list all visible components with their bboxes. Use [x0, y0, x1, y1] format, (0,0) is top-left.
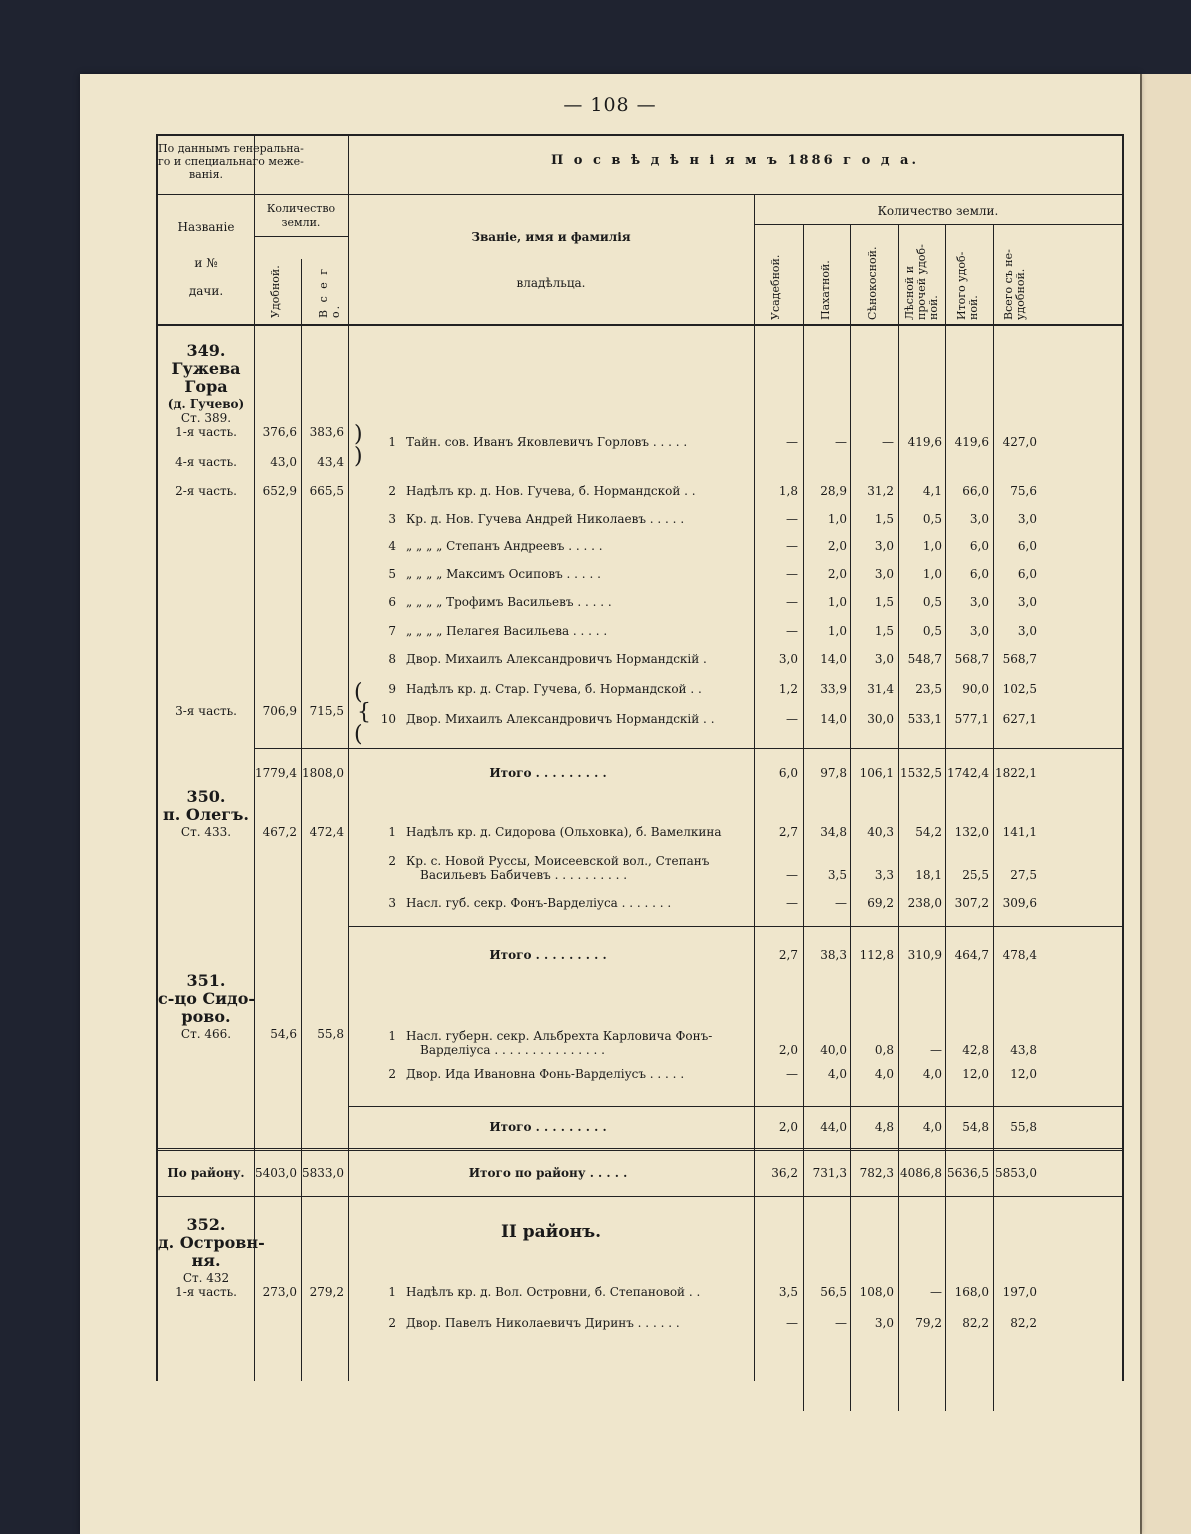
row-value-p: —	[835, 435, 847, 449]
row-value-s: 69,2	[867, 896, 894, 910]
row-value-i: 12,0	[962, 1067, 989, 1081]
row-value-v: 43,8	[1010, 1043, 1037, 1057]
row-number: 8	[388, 652, 396, 666]
row-value-i: 577,1	[954, 712, 989, 726]
row-value-l: 18,1	[915, 868, 942, 882]
row-value-v: 102,5	[1002, 682, 1037, 696]
row-value-l: —	[930, 1043, 942, 1057]
row-owner: Надѣлъ кр. д. Стар. Гучева, б. Нормандской . .	[406, 682, 702, 696]
left-udob-352: 273,0	[262, 1285, 297, 1299]
dacha-352-name2: ня.	[191, 1251, 221, 1270]
dacha-349-name2: Гора	[184, 377, 228, 396]
row-value-i: 464,7	[954, 948, 989, 962]
row-value-u: 2,7	[778, 948, 798, 962]
row-value-s: 4,8	[874, 1120, 894, 1134]
dacha-349-st: Ст. 389.	[180, 411, 232, 425]
header-col-pakhatnoy: Пахатной.	[819, 260, 832, 320]
row-value-u: 3,5	[778, 1285, 798, 1299]
row-number: 1	[388, 1029, 396, 1043]
left-vsego-p1: 383,6	[309, 425, 344, 439]
row-value-s: 782,3	[859, 1166, 894, 1180]
row-value-i: 5636,5	[947, 1166, 989, 1180]
row-value-i: 6,0	[969, 539, 989, 553]
left-udob-351: 54,6	[270, 1027, 297, 1041]
row-value-p: 2,0	[827, 539, 847, 553]
row-owner: Двор. Ида Ивановна Фонь-Варделіусъ . . . . .	[406, 1067, 685, 1081]
header-udobnoy: Удобной.	[269, 265, 282, 318]
row-value-l: 4,1	[922, 484, 942, 498]
part-4: 4-я часть.	[175, 455, 237, 469]
header-left-line2: го и специальнаго меже-	[158, 155, 304, 168]
dacha-351-name1: с-цо Сидо-	[158, 989, 256, 1008]
dacha-351-number: 351.	[186, 971, 226, 990]
dacha-350-number: 350.	[186, 787, 226, 806]
row-value-l: 419,6	[907, 435, 942, 449]
row-value-s: 1,5	[874, 512, 894, 526]
header-left-line1: По даннымъ генеральна-	[158, 142, 304, 155]
row-value-l: 310,9	[907, 948, 942, 962]
row-value-l: 1,0	[922, 567, 942, 581]
row-value-v: 75,6	[1010, 484, 1037, 498]
row-value-v: 82,2	[1010, 1316, 1037, 1330]
row-value-s: 3,0	[874, 539, 894, 553]
row-value-u: 6,0	[778, 766, 798, 780]
land-table: По даннымъ генеральна- го и специальнаго меже- ванія. П о с в ѣ д ѣ н і я м ъ 1886 г о д а. Названіе и № дачи. Количество земли. Удобной. В с е г о. Званіе, имя и фамилія владѣльца. Количество земли. Усадебной. Пахатной. Сѣнокосной. Лѣсной и прочей удоб-ной. Итого удоб-ной. Всего съ не-удобной. 349. Гужева Гора (д. Гучево) Ст. 389. 1-я часть. 4-я часть. 2-я часть. 3-я часть. 376,6 383,6 43,0 43,4 652,9 665,5 706,9 715,5 1779,4 1808,0 ) ) ( { ( 350. п. Олегъ. Ст. 433. 467,2 472,4 351. с-цо Сидо- рово. Ст. 466. 54,6 55,8 По району. 5403,0 5833,0 352. д. Островн- ня. Ст. 432 1-я часть. 273,0 279,2 II районъ. 1 Тайн. сов. Иванъ Яковлевичъ Горловъ . . . . . — — — 419,6 419,6 427,0 2 Надѣлъ кр. д. Нов. Гучева, б. Нормандской . . 1,8 28,9 31,2 4,1 66,0 75,6 3 Кр. д. Нов. Гучева Андрей Николаевъ . . . . . — 1,0 1,5 0,5 3,0 3,0 4 „ „ „ „ Степанъ Андреевъ . . . . . — 2,0 3,0 1,0 6,0 6,0 5 „ „ „ „ Максимъ Осиповъ . . . . . — 2,0 3,0 1,0 6,0 6,0 6 „ „ „ „ Трофимъ Васильевъ . . . . . — 1,0 1,5 0,5 3,0 3,0 7 „ „ „ „ Пелагея Васильева . . . . . — 1,0 1,5 0,5 3,0 3,0 8 Двор. Михаилъ Александровичъ Нормандскій . 3,0 14,0 3,0 548,7 568,7 568,7 9 Надѣлъ кр. д. Стар. Гучева, б. Нормандской . . 1,2 33,9 31,4 23,5 90,0 102,5 10 Двор. Михаилъ Александровичъ Нормандскій . . — 14,0 30,0 533,1 577,1 627,1 Итого . . . . . . . . . 6,0 97,8 106,1 1532,5 1742,4 1822,1 1 Надѣлъ кр. д. Сидорова (Ольховка), б. Вамелкина 2,7 34,8 40,3 54,2 132,0 141,1 2 Кр. с. Новой Руссы, Моисеевской вол., Степанъ Васильевъ Бабичевъ . . . . . . . . . . — 3,5 3,3 18,1 25,5 27,5 3 Насл. губ. секр. Фонъ-Варделіуса . . . . . . . — — 69,2 238,0 307,2 309,6 Итого . . . . . . . . . 2,7 38,3 112,8 310,9 464,7 478,4 1 Насл. губерн. секр. Альбрехта Карловича Фонъ- Варделіуса . . . . . . . . . . . . . . . 2,0 40,0 0,8 — 42,8 43,8 2 Двор. Ида Ивановна Фонь-Варделіусъ . . . . . — 4,0 4,0 4,0 12,0 12,0 Итого . . . . . . . . . 2,0 44,0 4,8 4,0 54,8 55,8 Итого по району . . . . . 36,2 731,3 782,3 4086,8 5636,5 5853,0 1 Надѣлъ кр. д. Вол. Островни, б. Степановой . . 3,5 56,5 108,0 — 168,0 197,0 2 Двор. Павелъ Николаевичъ Диринъ . . . . . . — — 3,0 79,2 82,2 82,2	[156, 134, 1124, 1381]
row-number: 2	[388, 854, 396, 868]
row-value-l: 533,1	[907, 712, 942, 726]
row-owner-continued: Васильевъ Бабичевъ . . . . . . . . . .	[420, 868, 628, 882]
page-number: — 108 —	[563, 94, 657, 116]
row-value-u: —	[786, 539, 798, 553]
row-value-s: —	[882, 435, 894, 449]
row-number: 2	[388, 1067, 396, 1081]
row-value-p: —	[835, 896, 847, 910]
dacha-349-number: 349.	[186, 341, 226, 360]
row-value-u: 1,8	[778, 484, 798, 498]
row-value-u: —	[786, 567, 798, 581]
row-owner: Двор. Михаилъ Александровичъ Нормандскій . .	[406, 712, 715, 726]
row-value-v: 27,5	[1010, 868, 1037, 882]
dacha-349-name1: Гужева	[171, 359, 241, 378]
row-value-v: 309,6	[1002, 896, 1037, 910]
row-value-i: 3,0	[969, 512, 989, 526]
row-value-s: 30,0	[867, 712, 894, 726]
part-2: 2-я часть.	[175, 484, 237, 498]
row-value-p: 1,0	[827, 595, 847, 609]
row-value-v: 3,0	[1017, 512, 1037, 526]
part-3: 3-я часть.	[175, 704, 237, 718]
row-owner: Надѣлъ кр. д. Вол. Островни, б. Степановой . .	[406, 1285, 701, 1299]
dacha-352-number: 352.	[186, 1215, 226, 1234]
dacha-350-name: п. Олегъ.	[163, 805, 249, 824]
row-value-s: 4,0	[874, 1067, 894, 1081]
row-owner: Кр. д. Нов. Гучева Андрей Николаевъ . . . . .	[406, 512, 685, 526]
row-owner: Надѣлъ кр. д. Сидорова (Ольховка), б. Вамелкина	[406, 825, 722, 839]
row-value-i: 25,5	[962, 868, 989, 882]
row-value-u: 1,2	[778, 682, 798, 696]
po-rayonu-label: По району.	[167, 1166, 245, 1180]
header-name-line3: дачи.	[188, 284, 224, 298]
row-value-p: 14,0	[820, 652, 847, 666]
row-value-p: 3,5	[827, 868, 847, 882]
row-value-v: 478,4	[1002, 948, 1037, 962]
header-left-line3: ванія.	[188, 168, 224, 181]
row-owner: Тайн. сов. Иванъ Яковлевичъ Горловъ . . . . .	[406, 435, 688, 449]
row-number: 1	[388, 435, 396, 449]
row-owner: „ „ „ „ Степанъ Андреевъ . . . . .	[406, 539, 603, 553]
row-value-u: —	[786, 1316, 798, 1330]
row-value-p: 97,8	[820, 766, 847, 780]
header-qty-land: Количество земли.	[877, 204, 999, 218]
row-value-i: 1742,4	[947, 766, 989, 780]
row-value-l: 79,2	[915, 1316, 942, 1330]
row-value-l: 4,0	[922, 1067, 942, 1081]
row-value-p: 56,5	[820, 1285, 847, 1299]
row-value-l: 0,5	[922, 595, 942, 609]
row-value-v: 55,8	[1010, 1120, 1037, 1134]
row-number: 3	[388, 512, 396, 526]
row-value-i: 66,0	[962, 484, 989, 498]
row-value-l: —	[930, 1285, 942, 1299]
row-value-v: 3,0	[1017, 624, 1037, 638]
row-value-s: 112,8	[859, 948, 894, 962]
row-value-l: 4086,8	[900, 1166, 942, 1180]
row-owner: Двор. Павелъ Николаевичъ Диринъ . . . . . .	[406, 1316, 680, 1330]
part-1: 1-я часть.	[175, 425, 237, 439]
row-owner: Двор. Михаилъ Александровичъ Нормандскій .	[406, 652, 707, 666]
row-value-i: 3,0	[969, 595, 989, 609]
left-udob-350: 467,2	[262, 825, 297, 839]
row-value-u: —	[786, 512, 798, 526]
row-value-l: 54,2	[915, 825, 942, 839]
left-udob-total-349: 1779,4	[255, 766, 297, 780]
row-value-l: 0,5	[922, 512, 942, 526]
row-value-s: 1,5	[874, 595, 894, 609]
header-qty-line1: Количество	[266, 202, 336, 215]
row-number: 10	[380, 712, 396, 726]
row-value-p: 28,9	[820, 484, 847, 498]
header-col-senokosnoy: Сѣнокосной.	[866, 246, 879, 320]
row-value-p: 33,9	[820, 682, 847, 696]
row-value-p: 38,3	[820, 948, 847, 962]
left-vsego-p4: 43,4	[317, 455, 344, 469]
next-page-edge	[1140, 74, 1191, 1534]
row-value-v: 5853,0	[995, 1166, 1037, 1180]
row-value-s: 3,3	[874, 868, 894, 882]
row-value-s: 106,1	[859, 766, 894, 780]
header-col-usadebnoy: Усадебной.	[769, 254, 782, 320]
row-value-u: 36,2	[771, 1166, 798, 1180]
row-number: 2	[388, 1316, 396, 1330]
row-value-u: 3,0	[778, 652, 798, 666]
row-owner: Надѣлъ кр. д. Нов. Гучева, б. Нормандской . .	[406, 484, 696, 498]
row-owner: Насл. губ. секр. Фонъ-Варделіуса . . . . . . .	[406, 896, 672, 910]
row-value-p: 1,0	[827, 512, 847, 526]
row-owner: „ „ „ „ Трофимъ Васильевъ . . . . .	[406, 595, 612, 609]
row-value-s: 31,4	[867, 682, 894, 696]
row-total-label: Итого . . . . . . . . .	[489, 1120, 607, 1134]
row-owner: „ „ „ „ Пелагея Васильева . . . . .	[406, 624, 608, 638]
row-value-p: 2,0	[827, 567, 847, 581]
left-udob-p1: 376,6	[262, 425, 297, 439]
row-value-p: 4,0	[827, 1067, 847, 1081]
row-value-p: 731,3	[812, 1166, 847, 1180]
row-value-s: 40,3	[867, 825, 894, 839]
left-udob-p3: 706,9	[262, 704, 297, 718]
row-value-s: 3,0	[874, 652, 894, 666]
row-number: 2	[388, 484, 396, 498]
dacha-351-name2: рово.	[181, 1007, 231, 1026]
dacha-351-st: Ст. 466.	[180, 1027, 232, 1041]
row-number: 6	[388, 595, 396, 609]
row-value-s: 3,0	[874, 567, 894, 581]
row-value-p: 44,0	[820, 1120, 847, 1134]
row-value-u: —	[786, 712, 798, 726]
header-owner-line2: владѣльца.	[516, 276, 586, 290]
row-value-i: 90,0	[962, 682, 989, 696]
row-value-v: 6,0	[1017, 539, 1037, 553]
row-value-i: 6,0	[969, 567, 989, 581]
left-udob-rayon: 5403,0	[255, 1166, 297, 1180]
row-total-label: Итого . . . . . . . . .	[489, 948, 607, 962]
header-name-line1: Названіе	[177, 220, 235, 234]
dacha-350-st: Ст. 433.	[180, 825, 232, 839]
header-col-itogo: Итого удоб-ной.	[955, 251, 980, 320]
row-value-u: —	[786, 896, 798, 910]
left-vsego-p2: 665,5	[309, 484, 344, 498]
left-vsego-p3: 715,5	[309, 704, 344, 718]
row-value-u: —	[786, 624, 798, 638]
row-number: 9	[388, 682, 396, 696]
row-value-l: 548,7	[907, 652, 942, 666]
left-udob-p2: 652,9	[262, 484, 297, 498]
row-value-l: 1532,5	[900, 766, 942, 780]
row-value-l: 1,0	[922, 539, 942, 553]
row-number: 1	[388, 1285, 396, 1299]
row-value-i: 82,2	[962, 1316, 989, 1330]
row-number: 5	[388, 567, 396, 581]
dacha-352-name1: д. Островн-	[158, 1233, 265, 1252]
row-owner: Кр. с. Новой Руссы, Моисеевской вол., Степанъ	[406, 854, 710, 868]
row-value-u: —	[786, 435, 798, 449]
row-value-p: —	[835, 1316, 847, 1330]
left-vsego-351: 55,8	[317, 1027, 344, 1041]
row-value-i: 132,0	[954, 825, 989, 839]
header-col-vsego: Всего съ не-удобной.	[1002, 249, 1027, 320]
row-value-v: 141,1	[1002, 825, 1037, 839]
row-value-s: 108,0	[859, 1285, 894, 1299]
header-col-lesnoy: Лѣсной и прочей удоб-ной.	[903, 244, 940, 320]
row-value-l: 0,5	[922, 624, 942, 638]
row-value-i: 3,0	[969, 624, 989, 638]
row-owner: „ „ „ „ Максимъ Осиповъ . . . . .	[406, 567, 601, 581]
row-value-u: —	[786, 868, 798, 882]
row-value-v: 3,0	[1017, 595, 1037, 609]
row-value-p: 40,0	[820, 1043, 847, 1057]
row-value-v: 12,0	[1010, 1067, 1037, 1081]
row-value-v: 6,0	[1017, 567, 1037, 581]
row-value-u: 2,7	[778, 825, 798, 839]
header-vsego: В с е г о.	[317, 266, 342, 318]
row-value-s: 0,8	[874, 1043, 894, 1057]
row-owner: Насл. губерн. секр. Альбрехта Карловича Фонъ-	[406, 1029, 713, 1043]
row-value-u: 2,0	[778, 1043, 798, 1057]
header-qty-line2: земли.	[281, 216, 321, 229]
header-owner-line1: Званіе, имя и фамилія	[471, 230, 631, 244]
row-value-p: 34,8	[820, 825, 847, 839]
left-vsego-total-349: 1808,0	[302, 766, 344, 780]
row-value-l: 238,0	[907, 896, 942, 910]
row-owner-continued: Варделіуса . . . . . . . . . . . . . . .	[420, 1043, 605, 1057]
row-number: 3	[388, 896, 396, 910]
row-value-i: 54,8	[962, 1120, 989, 1134]
dacha-352-st: Ст. 432	[182, 1271, 230, 1285]
dacha-352-part: 1-я часть.	[175, 1285, 237, 1299]
section-2-title: II районъ.	[500, 1222, 602, 1242]
header-name-line2: и №	[194, 256, 218, 270]
row-value-v: 568,7	[1002, 652, 1037, 666]
row-value-l: 4,0	[922, 1120, 942, 1134]
row-value-s: 1,5	[874, 624, 894, 638]
left-vsego-rayon: 5833,0	[302, 1166, 344, 1180]
left-udob-p4: 43,0	[270, 455, 297, 469]
row-total-label: Итого по району . . . . .	[468, 1166, 628, 1180]
document-page	[80, 74, 1140, 1534]
row-value-u: —	[786, 1067, 798, 1081]
header-survey-year: П о с в ѣ д ѣ н і я м ъ 1886 г о д а.	[550, 153, 919, 168]
row-value-v: 197,0	[1002, 1285, 1037, 1299]
row-value-p: 14,0	[820, 712, 847, 726]
left-vsego-350: 472,4	[309, 825, 344, 839]
dacha-349-village: (д. Гучево)	[167, 397, 245, 411]
row-value-p: 1,0	[827, 624, 847, 638]
row-value-i: 307,2	[954, 896, 989, 910]
row-value-i: 168,0	[954, 1285, 989, 1299]
row-value-u: —	[786, 595, 798, 609]
row-value-v: 627,1	[1002, 712, 1037, 726]
row-value-s: 3,0	[874, 1316, 894, 1330]
left-vsego-352: 279,2	[309, 1285, 344, 1299]
row-value-i: 419,6	[954, 435, 989, 449]
row-value-s: 31,2	[867, 484, 894, 498]
row-value-i: 568,7	[954, 652, 989, 666]
row-total-label: Итого . . . . . . . . .	[489, 766, 607, 780]
row-value-v: 1822,1	[995, 766, 1037, 780]
row-value-u: 2,0	[778, 1120, 798, 1134]
row-value-v: 427,0	[1002, 435, 1037, 449]
row-number: 1	[388, 825, 396, 839]
row-number: 7	[388, 624, 396, 638]
row-value-i: 42,8	[962, 1043, 989, 1057]
row-number: 4	[388, 539, 396, 553]
row-value-l: 23,5	[915, 682, 942, 696]
